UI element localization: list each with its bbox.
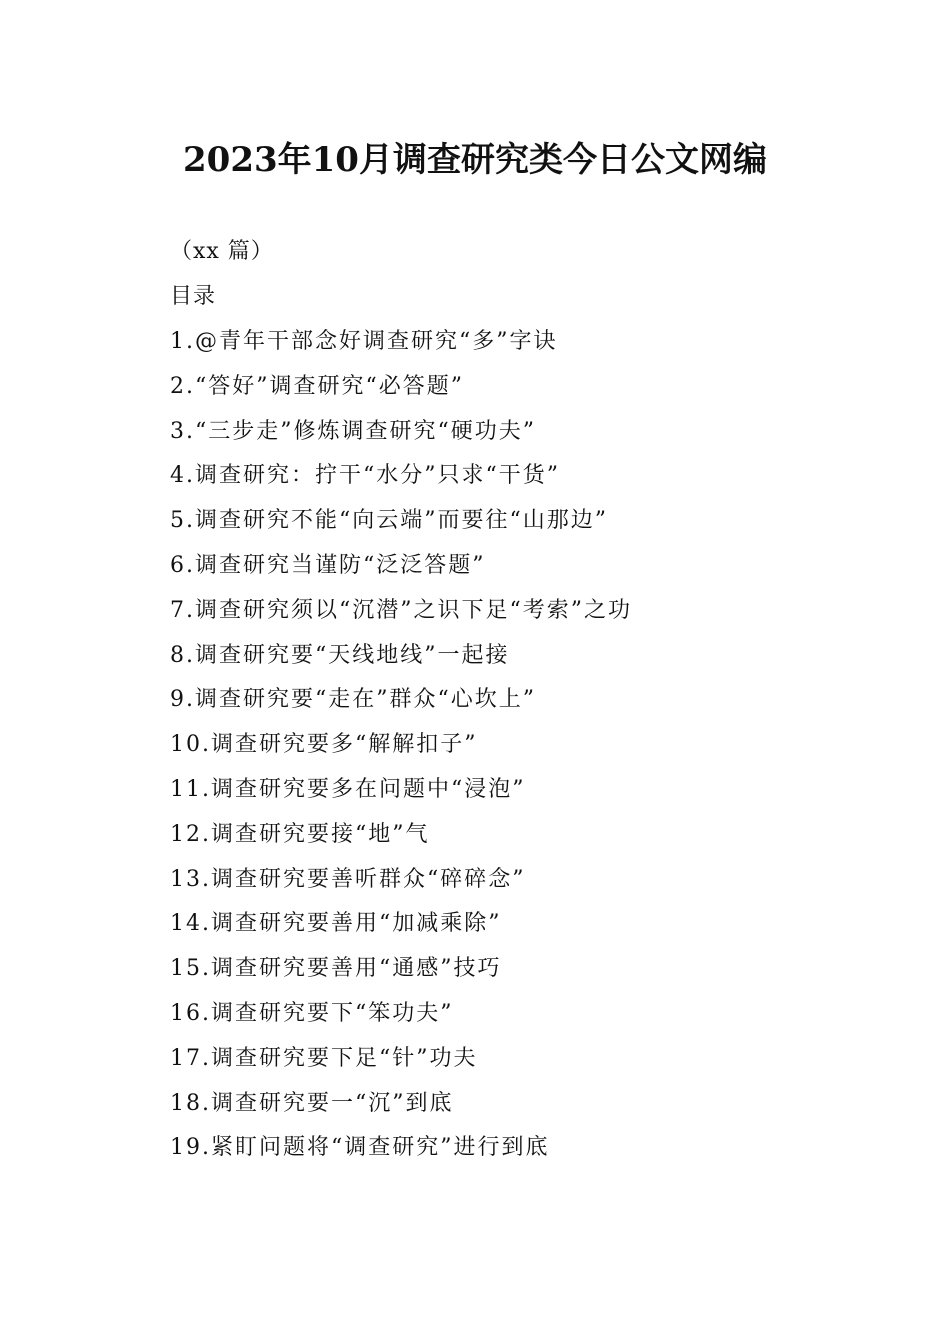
article-count: （xx 篇） [170,239,274,264]
toc-item: 17.调查研究要下足“针”功夫 [170,1045,478,1071]
toc-item: 8.调查研究要“天线地线”一起接 [170,642,510,668]
document-title: 2023年10月调查研究类今日公文网编 [183,140,767,180]
toc-item: 1.@青年干部念好调查研究“多”字诀 [170,329,558,354]
toc-item: 14.调查研究要善用“加减乘除” [170,911,502,937]
toc-item: 10.调查研究要多“解解扣子” [170,732,478,758]
toc-item: 2.“答好”调查研究“必答题” [170,373,464,399]
toc-item: 13.调查研究要善听群众“碎碎念” [170,866,526,892]
toc-item: 4.调查研究：拧干“水分”只求“干货” [170,463,560,489]
toc-item: 18.调查研究要一“沉”到底 [170,1090,454,1116]
toc-item: 6.调查研究当谨防“泛泛答题” [170,552,486,578]
toc-item: 15.调查研究要善用“通感”技巧 [170,956,502,982]
toc-item: 19.紧盯问题将“调查研究”进行到底 [170,1135,550,1161]
toc-item: 11.调查研究要多在问题中“浸泡” [170,776,526,802]
toc-heading: 目录 [170,284,217,309]
toc-item: 5.调查研究不能“向云端”而要往“山那边” [170,508,608,534]
toc-item: 9.调查研究要“走在”群众“心坎上” [170,687,536,713]
toc-item: 7.调查研究须以“沉潜”之识下足“考索”之功 [170,597,632,623]
table-of-contents [170,326,632,1177]
toc-item: 3.“三步走”修炼调查研究“硬功夫” [170,418,536,444]
toc-item: 16.调查研究要下“笨功夫” [170,1000,454,1026]
toc-item: 12.调查研究要接“地”气 [170,821,430,847]
